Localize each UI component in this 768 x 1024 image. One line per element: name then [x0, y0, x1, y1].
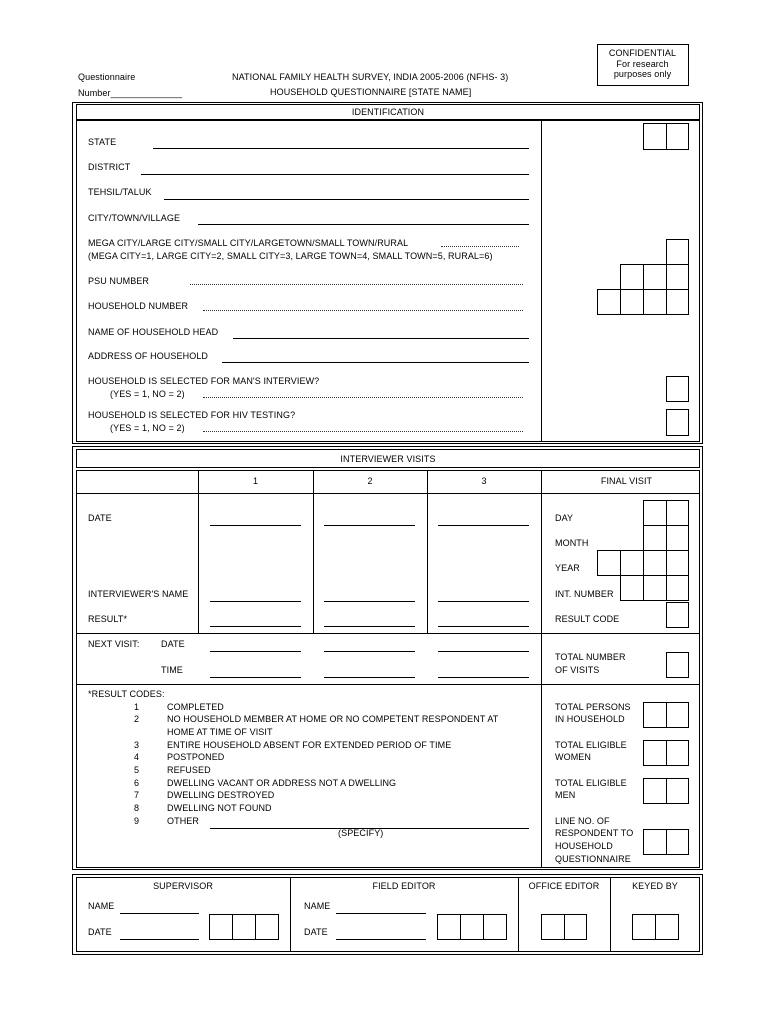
- household-number-dots: [203, 310, 523, 311]
- field-editor-name-label: NAME: [304, 901, 331, 911]
- mans-interview-codes: (YES = 1, NO = 2): [110, 389, 185, 399]
- office-editor-heading: OFFICE EDITOR: [528, 881, 600, 891]
- line-no-label-3: HOUSEHOLD: [555, 841, 613, 851]
- result-codes-heading: *RESULT CODES:: [88, 689, 165, 699]
- result-code-label: ENTIRE HOUSEHOLD ABSENT FOR EXTENDED PERIOD OF TIME: [167, 740, 452, 750]
- line-no-label-2: RESPONDENT TO: [555, 828, 634, 838]
- line-no-box-2[interactable]: [666, 829, 689, 855]
- household-head-field[interactable]: [233, 338, 529, 339]
- supervisor-date-field[interactable]: [120, 939, 199, 940]
- eligible-women-box-2[interactable]: [666, 740, 689, 766]
- supervisor-code-box-1[interactable]: [209, 914, 233, 940]
- household-head-label: NAME OF HOUSEHOLD HEAD: [88, 327, 219, 337]
- year-box-3[interactable]: [643, 550, 667, 576]
- state-field[interactable]: [153, 148, 529, 149]
- int-number-box-1[interactable]: [620, 575, 644, 601]
- result-code-label: OTHER: [167, 816, 199, 826]
- int-number-box-2[interactable]: [643, 575, 667, 601]
- final-result-code-label: RESULT CODE: [555, 614, 620, 624]
- supervisor-code-box-3[interactable]: [255, 914, 279, 940]
- eligible-women-box-1[interactable]: [643, 740, 667, 766]
- identification-heading-bar: [76, 104, 700, 120]
- district-field[interactable]: [141, 174, 529, 175]
- keyed-by-box-1[interactable]: [632, 914, 656, 940]
- visit-col-2: 2: [367, 476, 373, 486]
- total-persons-box-2[interactable]: [666, 702, 689, 728]
- city-field[interactable]: [198, 224, 529, 225]
- field-editor-code-box-1[interactable]: [437, 914, 461, 940]
- day-box-1[interactable]: [643, 500, 667, 526]
- visit-date-label: DATE: [88, 513, 112, 523]
- household-number-box-2[interactable]: [620, 289, 644, 315]
- final-int-number-label: INT. NUMBER: [555, 589, 614, 599]
- hiv-testing-codes: (YES = 1, NO = 2): [110, 423, 185, 433]
- int-number-box-3[interactable]: [666, 575, 689, 601]
- result-code-number: 7: [134, 790, 140, 800]
- result-code-number: 9: [134, 816, 140, 826]
- psu-number-label: PSU NUMBER: [88, 276, 150, 286]
- year-box-4[interactable]: [666, 550, 689, 576]
- year-box-1[interactable]: [597, 550, 621, 576]
- visits-col-divider-3: [427, 470, 428, 633]
- next-visit-label: NEXT VISIT:: [88, 639, 140, 649]
- line-no-label-4: QUESTIONNAIRE: [555, 854, 631, 864]
- identification-divider: [541, 120, 542, 442]
- address-field[interactable]: [222, 362, 529, 363]
- result-code-label: REFUSED: [167, 765, 211, 775]
- total-visits-label-2: OF VISITS: [555, 665, 600, 675]
- visits-heading: INTERVIEWER VISITS: [340, 454, 436, 464]
- office-editor-box-1[interactable]: [541, 914, 565, 940]
- specify-label: (SPECIFY): [338, 828, 384, 838]
- questionnaire-number-label[interactable]: Number______________: [78, 88, 183, 98]
- eligible-women-label-1: TOTAL ELIGIBLE: [555, 740, 627, 750]
- next-visit-2-date-field[interactable]: [324, 651, 415, 652]
- result-code-box[interactable]: [666, 602, 689, 628]
- hiv-testing-box[interactable]: [666, 409, 689, 436]
- state-code-box-1[interactable]: [643, 123, 667, 150]
- confidential-label: CONFIDENTIAL: [608, 48, 677, 58]
- supervisor-date-label: DATE: [88, 927, 112, 937]
- district-label: DISTRICT: [88, 162, 131, 172]
- line-no-box-1[interactable]: [643, 829, 667, 855]
- result-code-number: 3: [134, 740, 140, 750]
- field-editor-date-label: DATE: [304, 927, 328, 937]
- supervisor-code-box-2[interactable]: [232, 914, 256, 940]
- psu-dots: [190, 284, 523, 285]
- result-code-number: 8: [134, 803, 140, 813]
- visit-3-interviewer-field[interactable]: [438, 601, 529, 602]
- keyed-by-heading: KEYED BY: [632, 881, 678, 891]
- year-box-2[interactable]: [620, 550, 644, 576]
- result-label: RESULT*: [88, 614, 128, 624]
- household-number-box-1[interactable]: [597, 289, 621, 315]
- eligible-men-box-1[interactable]: [643, 778, 667, 804]
- eligible-men-label-2: MEN: [555, 790, 576, 800]
- result-code-number: 1: [134, 702, 140, 712]
- visit-1-interviewer-field[interactable]: [210, 601, 301, 602]
- tehsil-field[interactable]: [164, 199, 529, 200]
- mega-city-dots: [441, 246, 519, 247]
- hiv-testing-dots: [203, 431, 523, 432]
- mans-interview-box[interactable]: [666, 376, 689, 402]
- survey-title: NATIONAL FAMILY HEALTH SURVEY, INDIA 2005-2006 (NFHS- 3): [232, 72, 509, 82]
- visits-col-divider-2: [313, 470, 314, 633]
- visits-header-rule: [76, 493, 700, 494]
- supervisor-name-field[interactable]: [120, 913, 199, 914]
- total-visits-box[interactable]: [666, 652, 689, 678]
- result-code-label: POSTPONED: [167, 752, 225, 762]
- next-visit-3-time-field[interactable]: [438, 677, 529, 678]
- total-persons-label-1: TOTAL PERSONS: [555, 702, 631, 712]
- household-number-box-4[interactable]: [666, 289, 689, 315]
- next-visit-1-date-field[interactable]: [210, 651, 301, 652]
- state-code-box-2[interactable]: [666, 123, 689, 150]
- visit-2-result-field[interactable]: [324, 626, 415, 627]
- mans-interview-question: HOUSEHOLD IS SELECTED FOR MAN'S INTERVIEW?: [88, 376, 320, 386]
- final-month-label: MONTH: [555, 538, 589, 548]
- visit-col-1: 1: [252, 476, 259, 486]
- result-code-number: 4: [134, 752, 140, 762]
- visit-3-result-field[interactable]: [438, 626, 529, 627]
- final-visit-heading: FINAL VISIT: [600, 476, 653, 486]
- eligible-men-label-1: TOTAL ELIGIBLE: [555, 778, 627, 788]
- visit-col-3: 3: [481, 476, 487, 486]
- month-box-2[interactable]: [666, 525, 689, 551]
- visits-col-divider-final: [541, 470, 542, 868]
- mega-city-codes: (MEGA CITY=1, LARGE CITY=2, SMALL CITY=3, LARGE TOWN=4, SMALL TOWN=5, RURAL=6): [88, 251, 493, 261]
- visit-3-date-field[interactable]: [438, 525, 529, 526]
- eligible-women-label-2: WOMEN: [555, 752, 591, 762]
- questionnaire-label: Questionnaire: [78, 72, 136, 82]
- result-rule: [76, 633, 700, 634]
- state-label: STATE: [88, 137, 117, 147]
- psu-box-3[interactable]: [666, 264, 689, 290]
- month-box-1[interactable]: [643, 525, 667, 551]
- field-editor-heading: FIELD EDITOR: [372, 881, 436, 891]
- result-code-label: DWELLING DESTROYED: [167, 790, 275, 800]
- total-visits-label-1: TOTAL NUMBER: [555, 652, 626, 662]
- next-visit-1-time-field[interactable]: [210, 677, 301, 678]
- questionnaire-title: HOUSEHOLD QUESTIONNAIRE [STATE NAME]: [270, 87, 472, 97]
- result-code-label: DWELLING NOT FOUND: [167, 803, 272, 813]
- hiv-testing-question: HOUSEHOLD IS SELECTED FOR HIV TESTING?: [88, 410, 296, 420]
- final-day-label: DAY: [555, 513, 574, 523]
- visit-1-date-field[interactable]: [210, 525, 301, 526]
- supervisor-heading: SUPERVISOR: [153, 881, 213, 891]
- day-box-2[interactable]: [666, 500, 689, 526]
- visit-2-interviewer-field[interactable]: [324, 601, 415, 602]
- result-code-number: 5: [134, 765, 140, 775]
- confidential-stamp: [597, 44, 689, 86]
- result-code-number: 2: [134, 714, 140, 724]
- household-number-label: HOUSEHOLD NUMBER: [88, 301, 189, 311]
- keyed-by-box-2[interactable]: [655, 914, 679, 940]
- mega-city-code-box[interactable]: [666, 239, 689, 265]
- mega-city-label: MEGA CITY/LARGE CITY/SMALL CITY/LARGETOWN/SMALL TOWN/RURAL: [88, 238, 409, 248]
- visits-heading-bar: [76, 449, 700, 468]
- visit-2-date-field[interactable]: [324, 525, 415, 526]
- field-editor-code-box-2[interactable]: [460, 914, 484, 940]
- line-no-label-1: LINE NO. OF: [555, 816, 610, 826]
- tehsil-label: TEHSIL/TALUK: [88, 187, 152, 197]
- visits-col-divider-1: [198, 470, 199, 633]
- result-code-number: 6: [134, 778, 140, 788]
- mans-interview-dots: [203, 397, 523, 398]
- result-code-label: NO HOUSEHOLD MEMBER AT HOME OR NO COMPETENT RESPONDENT AT: [167, 714, 499, 724]
- address-label: ADDRESS OF HOUSEHOLD: [88, 351, 209, 361]
- research-label-2: purposes only: [613, 69, 672, 79]
- result-code-label: COMPLETED: [167, 702, 224, 712]
- field-editor-date-field[interactable]: [336, 939, 426, 940]
- research-label-1: For research: [616, 59, 669, 69]
- next-visit-time-label: TIME: [161, 665, 183, 675]
- total-persons-label-2: IN HOUSEHOLD: [555, 714, 625, 724]
- household-number-box-3[interactable]: [643, 289, 667, 315]
- field-editor-code-box-3[interactable]: [483, 914, 507, 940]
- next-visit-3-date-field[interactable]: [438, 651, 529, 652]
- next-visit-rule: [76, 684, 700, 685]
- next-visit-2-time-field[interactable]: [324, 677, 415, 678]
- final-year-label: YEAR: [555, 563, 580, 573]
- psu-box-2[interactable]: [643, 264, 667, 290]
- field-editor-name-field[interactable]: [336, 913, 426, 914]
- psu-box-1[interactable]: [620, 264, 644, 290]
- identification-heading: IDENTIFICATION: [351, 107, 425, 117]
- supervisor-name-label: NAME: [88, 901, 115, 911]
- result-code-label: HOME AT TIME OF VISIT: [167, 727, 273, 737]
- eligible-men-box-2[interactable]: [666, 778, 689, 804]
- interviewer-name-label: INTERVIEWER'S NAME: [88, 589, 189, 599]
- visit-1-result-field[interactable]: [210, 626, 301, 627]
- total-persons-box-1[interactable]: [643, 702, 667, 728]
- next-visit-date-label: DATE: [161, 639, 185, 649]
- result-code-label: DWELLING VACANT OR ADDRESS NOT A DWELLING: [167, 778, 397, 788]
- office-editor-box-2[interactable]: [564, 914, 587, 940]
- city-label: CITY/TOWN/VILLAGE: [88, 213, 181, 223]
